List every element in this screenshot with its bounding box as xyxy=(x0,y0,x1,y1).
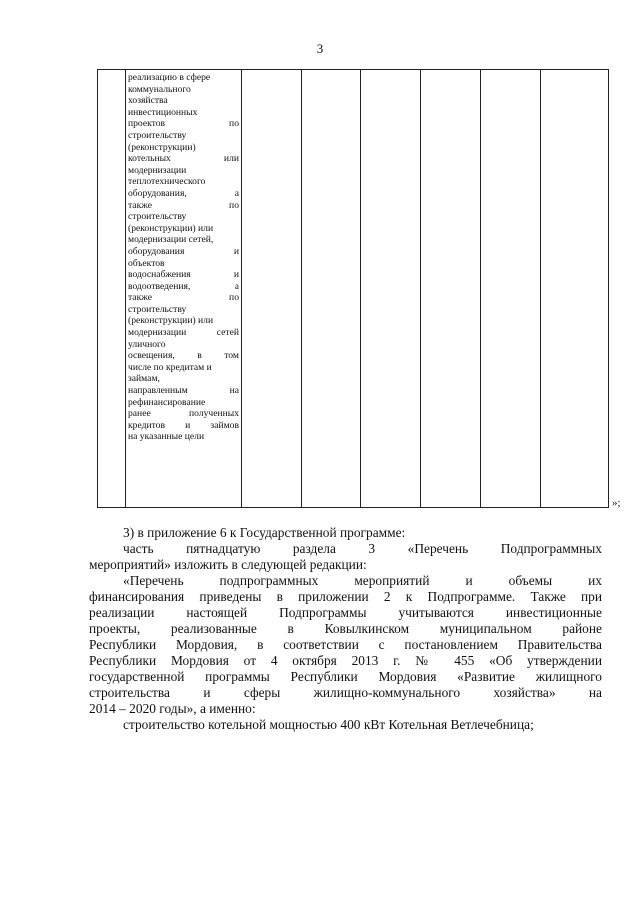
text-line: Республики Мордовия от 4 октября 2013 г. № 455 «Об утверждении xyxy=(89,653,602,668)
cell-line: оборудования, а xyxy=(128,187,239,199)
cell-line: проектов по xyxy=(128,118,239,130)
cell-line: оборудования и xyxy=(128,245,239,257)
cell-line: числе по кредитам и xyxy=(128,361,212,373)
column-divider xyxy=(125,70,126,507)
cell-line: модернизации xyxy=(128,164,187,176)
text-line: 2014 – 2020 годы», а именно: xyxy=(89,701,256,716)
cell-line: инвестиционных xyxy=(128,106,198,118)
cell-line: коммунального xyxy=(128,83,191,95)
cell-line: водоснабжения и xyxy=(128,269,239,281)
cell-line: освещения, в том xyxy=(128,350,239,362)
cell-line: модернизации сетей xyxy=(128,327,239,339)
table-closing-quote: »; xyxy=(612,497,621,509)
cell-line: модернизации сетей, xyxy=(128,234,214,246)
cell-line: объектов xyxy=(128,257,165,269)
column-divider xyxy=(241,70,242,507)
amendment-text xyxy=(89,525,602,733)
cell-line: рефинансирование xyxy=(128,396,206,408)
cell-line: котельных или xyxy=(128,153,239,165)
column-divider xyxy=(540,70,541,507)
cell-line: также по xyxy=(128,199,239,211)
column-divider xyxy=(480,70,481,507)
column-divider xyxy=(360,70,361,507)
cell-line: реализацию в сфере xyxy=(128,72,211,83)
cell-line: строительству xyxy=(128,211,187,223)
text-line: Республики Мордовия, в соответствии с постановлением Правительства xyxy=(89,637,602,652)
cell-line: теплотехнического xyxy=(128,176,206,188)
text-line: проекты, реализованные в Ковылкинском муниципальном районе xyxy=(89,621,602,636)
text-line: реализации настоящей Подпрограммы учитываются инвестиционные xyxy=(89,605,602,620)
cell-line: водоотведения, а xyxy=(128,280,239,292)
text-line: государственной программы Республики Мордовия «Развитие жилищного xyxy=(89,669,602,684)
cell-line: уличного xyxy=(128,338,166,350)
text-line: 3) в приложение 6 к Государственной программе: xyxy=(123,525,406,540)
cell-line: (реконструкции) или xyxy=(128,315,214,327)
cell-line: строительству xyxy=(128,303,187,315)
cell-line: строительству xyxy=(128,129,187,141)
text-line: строительства и сферы жилищно-коммунального хозяйства» на xyxy=(89,685,602,700)
cell-line: (реконструкции) xyxy=(128,141,196,153)
text-line: финансирования приведены в приложении 2 к Подпрограмме. Также при xyxy=(89,589,602,604)
text-line: «Перечень подпрограммных мероприятий и объемы их xyxy=(123,573,602,588)
measure-description-cell xyxy=(128,72,239,443)
cell-line: (реконструкции) или xyxy=(128,222,214,234)
cell-line: на указанные цели xyxy=(128,431,205,443)
cell-line: хозяйства xyxy=(128,95,168,107)
cell-line: также по xyxy=(128,292,239,304)
text-line: мероприятий» изложить в следующей редакции: xyxy=(89,557,367,572)
column-divider xyxy=(301,70,302,507)
column-divider xyxy=(420,70,421,507)
cell-line: направленным на xyxy=(128,385,239,397)
cell-line: займам, xyxy=(128,373,160,385)
page-number: 3 xyxy=(316,41,324,56)
text-line: строительство котельной мощностью 400 кВт Котельная Ветлечебница; xyxy=(123,717,534,732)
table-continuation xyxy=(97,69,609,508)
cell-line: кредитов и займов xyxy=(128,419,239,431)
cell-line: ранее полученных xyxy=(128,408,239,420)
text-line: часть пятнадцатую раздела 3 «Перечень Подпрограммных xyxy=(123,541,602,556)
